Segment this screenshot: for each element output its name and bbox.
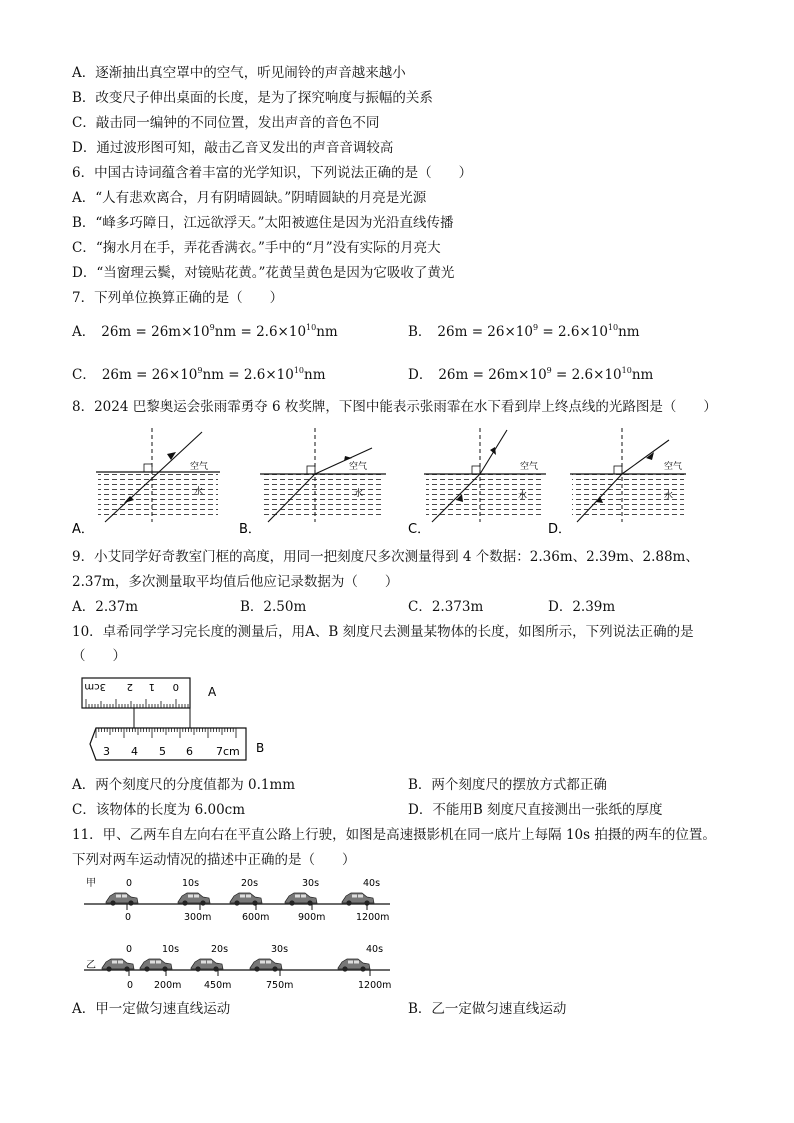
ruler-a-2: 2 xyxy=(126,681,133,692)
ruler-a-label: A xyxy=(208,685,217,699)
ruler-b xyxy=(90,728,246,760)
q7-a-exp1: 9 xyxy=(209,323,215,332)
q8-panel-c xyxy=(408,428,546,537)
q9-option-b: B．2.50m xyxy=(240,599,307,615)
q7-d-mid: = 2.6×10 xyxy=(551,367,622,383)
ruler-a xyxy=(82,678,190,708)
jia-distance-ticks xyxy=(127,904,367,910)
q8-a-air-label: 空气 xyxy=(190,462,209,472)
q7-d-end: nm xyxy=(631,367,654,383)
q7-c-exp1: 9 xyxy=(197,366,203,375)
q6-option-c: C．“掬水月在手，弄花香满衣。”手中的“月”没有实际的月亮大 xyxy=(72,240,441,256)
q11-cars-figure xyxy=(80,872,400,994)
q8-panel-b xyxy=(239,428,386,537)
q7-a-label: A． xyxy=(72,324,96,340)
q7-option-c xyxy=(72,366,326,384)
yi-time-0: 0 xyxy=(126,944,133,955)
jia-time-0: 0 xyxy=(126,878,133,889)
q7-c-end: nm xyxy=(304,367,326,383)
yi-dist-450m: 450m xyxy=(204,980,232,991)
q7-c-pre: 26m = 26×10 xyxy=(101,367,198,383)
jia-label: 甲 xyxy=(86,878,96,889)
q7-d-label: D． xyxy=(408,367,433,383)
q6-stem: 6．中国古诗词蕴含着丰富的光学知识，下列说法正确的是（ ） xyxy=(72,165,473,181)
q8-b-air-label: 空气 xyxy=(349,462,368,472)
q5-option-c: C．敲击同一编钟的不同位置，发出声音的音色不同 xyxy=(72,115,380,131)
ruler-b-7cm: 7cm xyxy=(216,745,240,758)
q7-a-pre: 26m = 26m×10 xyxy=(101,324,210,340)
q5-option-d: D．通过波形图可知，敲击乙音叉发出的声音音调较高 xyxy=(72,140,394,156)
q10-option-b: B．两个刻度尺的摆放方式都正确 xyxy=(408,777,607,793)
q7-d-exp2: 10 xyxy=(621,366,632,375)
q10-stem: 10．卓希同学学习完长度的测量后，用A、B 刻度尺去测量某物体的长度，如图所示，下列说法正确的是 xyxy=(72,624,694,640)
q8-b-water-label: 水 xyxy=(354,489,364,499)
q9-option-c: C．2.373m xyxy=(408,599,484,615)
q10-option-a: A．两个刻度尺的分度值都为 0.1mm xyxy=(72,777,296,793)
jia-dist-300m: 300m xyxy=(184,912,212,923)
yi-dist-1200m: 1200m xyxy=(358,980,392,991)
q7-b-exp2: 10 xyxy=(607,323,619,332)
q8-panel-a xyxy=(72,428,220,537)
q7-a-exp2: 10 xyxy=(306,323,317,332)
q8-stem: 8．2024 巴黎奥运会张雨霏勇夺 6 枚奖牌，下图中能表示张雨霏在水下看到岸上终点线的光路图是（ ） xyxy=(72,399,717,415)
q8-d-water-label: 水 xyxy=(664,491,674,501)
ruler-b-4: 4 xyxy=(131,745,138,758)
q8-a-water-label: 水 xyxy=(194,487,204,497)
yi-label: 乙 xyxy=(86,960,96,971)
q6-option-d: D．“当窗理云鬓，对镜贴花黄。”花黄呈黄色是因为它吸收了黄光 xyxy=(72,265,455,281)
q7-a-mid: nm = 2.6×10 xyxy=(214,324,307,340)
ruler-a-1: 1 xyxy=(148,681,155,692)
ruler-a-0: 0 xyxy=(172,681,179,692)
jia-dist-1200m: 1200m xyxy=(356,912,390,923)
q11-option-b: B．乙一定做匀速直线运动 xyxy=(408,1001,567,1017)
q7-b-label: B． xyxy=(408,324,432,340)
q5-option-b: B．改变尺子伸出桌面的长度，是为了探究响度与振幅的关系 xyxy=(72,90,433,106)
q11-option-a: A．甲一定做匀速直线运动 xyxy=(72,1001,231,1017)
q11-stem-line1: 11．甲、乙两车自左向右在平直公路上行驶，如图是高速摄影机在同一底片上每隔 10s 拍摄的两车的位置。 xyxy=(72,827,716,843)
q8-label-b: B． xyxy=(239,522,261,537)
q9-stem-line1: 9．小艾同学好奇教室门框的高度，用同一把刻度尺多次测量得到 4 个数据：2.36m、2.39m、2.88m、 xyxy=(72,549,699,565)
jia-dist-900m: 900m xyxy=(298,912,326,923)
q8-label-a: A． xyxy=(72,522,94,537)
q7-c-exp2: 10 xyxy=(293,366,305,375)
ruler-b-6: 6 xyxy=(186,745,193,758)
yi-dist-750m: 750m xyxy=(266,980,294,991)
q6-option-b: B．“峰多巧障日，江远欲浮天。”太阳被遮住是因为光沿直线传播 xyxy=(72,215,454,231)
q7-d-exp1: 9 xyxy=(546,366,552,375)
jia-dist-0: 0 xyxy=(125,912,132,923)
q7-d-pre: 26m = 26m×10 xyxy=(438,367,547,383)
q7-b-pre: 26m = 26×10 xyxy=(437,324,533,340)
q10-option-d: D．不能用B 刻度尺直接测出一张纸的厚度 xyxy=(408,802,663,818)
ruler-b-3: 3 xyxy=(103,745,110,758)
q8-panel-d xyxy=(548,428,686,537)
q9-stem-line2: 2.37m，多次测量取平均值后他应记录数据为（ ） xyxy=(72,574,399,590)
ruler-b-5: 5 xyxy=(159,745,166,758)
q7-c-label: C． xyxy=(72,367,96,383)
q8-light-path-figures xyxy=(72,422,712,540)
q7-a-end: nm xyxy=(316,324,338,340)
q10-paren: （ ） xyxy=(72,648,126,664)
q7-b-mid: = 2.6×10 xyxy=(538,324,608,340)
jia-dist-600m: 600m xyxy=(242,912,270,923)
q7-option-d xyxy=(408,366,653,384)
yi-time-30s: 30s xyxy=(271,944,289,955)
yi-time-40s: 40s xyxy=(366,944,384,955)
q7-b-exp1: 9 xyxy=(532,323,539,332)
q8-d-air-label: 空气 xyxy=(664,462,683,472)
q7-c-mid: nm = 2.6×10 xyxy=(202,367,294,383)
jia-time-10s: 10s xyxy=(182,878,200,889)
q9-option-a: A．2.37m xyxy=(72,599,139,615)
ruler-b-label: B xyxy=(256,741,265,755)
q11-stem-line2: 下列对两车运动情况的描述中正确的是（ ） xyxy=(72,852,356,868)
yi-dist-200m: 200m xyxy=(154,980,182,991)
q10-rulers-figure xyxy=(76,676,276,768)
q8-c-water-label: 水 xyxy=(518,491,528,501)
jia-time-20s: 20s xyxy=(241,878,259,889)
ruler-a-3cm: 3cm xyxy=(84,681,106,692)
q6-option-a: A．“人有悲欢离合，月有阴晴圆缺。”阴晴圆缺的月亮是光源 xyxy=(72,190,427,206)
q8-label-d: D． xyxy=(548,522,572,537)
q7-b-end: nm xyxy=(618,324,640,340)
q8-label-c: C． xyxy=(408,522,431,537)
yi-time-10s: 10s xyxy=(162,944,180,955)
jia-time-40s: 40s xyxy=(363,878,381,889)
jia-time-30s: 30s xyxy=(302,878,320,889)
q7-option-b xyxy=(408,323,640,341)
q7-stem: 7．下列单位换算正确的是（ ） xyxy=(72,290,284,306)
yi-time-20s: 20s xyxy=(211,944,229,955)
q5-option-a: A．逐渐抽出真空罩中的空气，听见闹铃的声音越来越小 xyxy=(72,65,406,81)
q9-option-d: D．2.39m xyxy=(548,599,616,615)
yi-dist-0: 0 xyxy=(127,980,134,991)
q10-option-c: C．该物体的长度为 6.00cm xyxy=(72,802,246,818)
q8-c-air-label: 空气 xyxy=(520,462,539,472)
q7-option-a xyxy=(72,323,338,341)
